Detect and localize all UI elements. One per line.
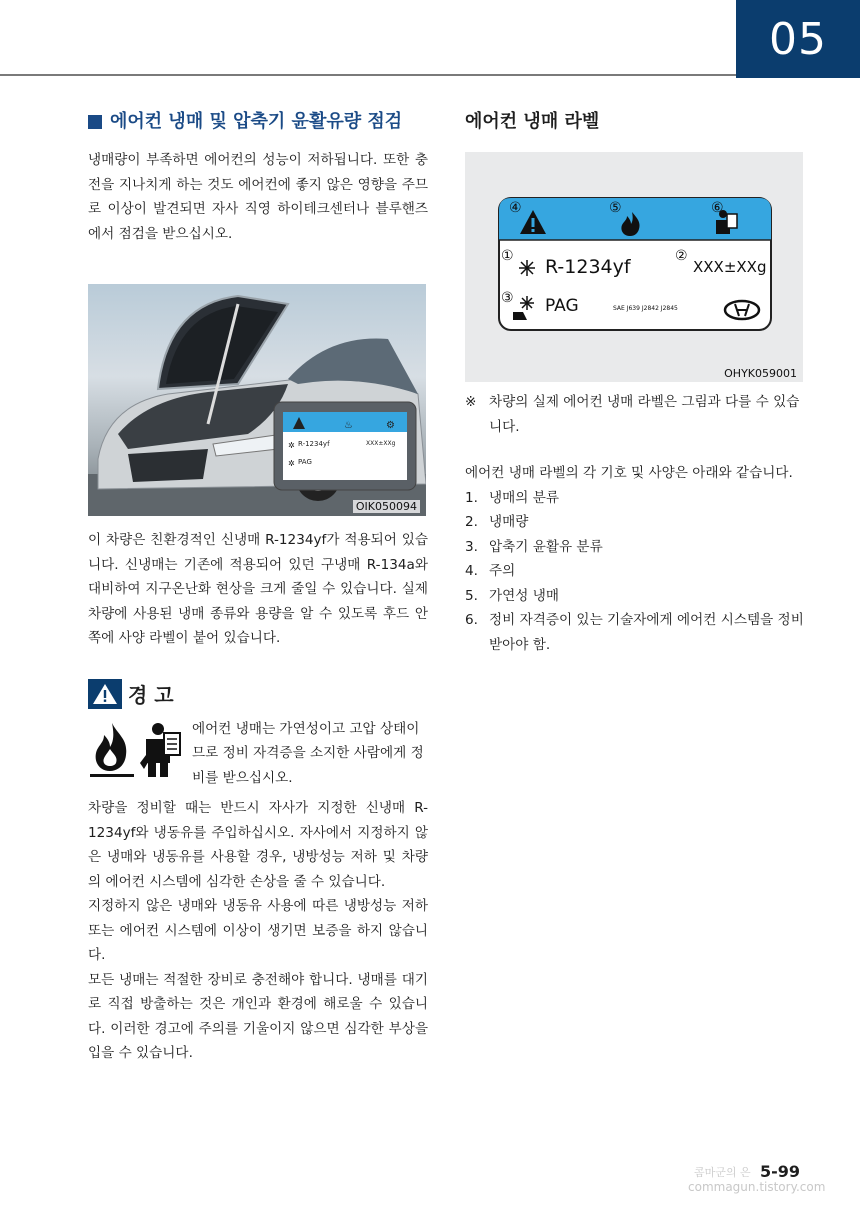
list-item-number: 1. (465, 489, 478, 506)
label-symbol-list (465, 486, 805, 658)
list-item (465, 510, 805, 535)
warning-paragraph-1: 차량을 정비할 때는 반드시 자사가 지정한 신냉매 R-1234yf와 냉동유를 주입하십시오. 자사에서 지정하지 않은 냉매와 냉동유를 사용할 경우, 냉방성능 저하 및 차량의 에어컨 시스템에 심각한 손상을 줄 수 있습니다. (88, 800, 428, 890)
label-number-6: ⑥ (711, 200, 724, 216)
note-text: 차량의 실제 에어컨 냉매 라벨은 그림과 다를 수 있습니다. (489, 394, 800, 435)
list-item-text: 주의 (489, 563, 516, 579)
photo-caption: OIK050094 (353, 500, 420, 513)
intro-paragraph: 냉매량이 부족하면 에어컨의 성능이 저하됩니다. 또한 충전을 지나치게 하는 것도 에어컨에 좋지 않은 영향을 주므로 이상이 발견되면 자사 직영 하이테크센터나 블루핸즈에서 점검을 받으십시오. (88, 152, 428, 242)
service-technician-icon (136, 719, 186, 779)
photo-label-refrigerant: R-1234yf (298, 440, 330, 448)
svg-text:✲: ✲ (288, 459, 295, 468)
label-number-4: ④ (509, 200, 522, 216)
list-item-text: 냉매량 (489, 514, 529, 530)
warning-heading (88, 679, 428, 709)
page-number: 5-99 (760, 1162, 801, 1181)
warning-triangle-icon (88, 679, 122, 709)
svg-text:✲: ✲ (288, 441, 295, 450)
flammable-icon (88, 719, 136, 779)
header-rule (0, 74, 736, 76)
list-item-text: 냉매의 분류 (489, 489, 559, 506)
list-item-number: 6. (465, 612, 478, 628)
label-description: 에어컨 냉매 라벨의 각 기호 및 사양은 아래와 같습니다. (465, 465, 793, 481)
body-paragraph: 이 차량은 친환경적인 신냉매 R-1234yf가 적용되어 있습니다. 신냉매는 기존에 적용되어 있던 구냉매 R-134a와 대비하여 지구온난화 현상을 크게 줄일 수 있습니다. 실제 차량에 사용된 냉매 종류와 용량을 알 수 있도록 후드 안쪽에 사양 라벨이 붙어 있습니다. (88, 532, 428, 646)
label-oil: PAG (545, 296, 579, 316)
photo-label-oil: PAG (298, 458, 312, 466)
square-bullet-icon (88, 115, 102, 129)
label-number-3: ③ (501, 290, 514, 306)
chapter-number: 05 (736, 0, 860, 78)
warning-intro-block (88, 717, 428, 791)
photo-label-amount: XXX±XXg (366, 440, 396, 447)
list-item (465, 584, 805, 609)
list-item-text: 정비 자격증이 있는 기술자에게 에어컨 시스템을 정비 받아야 함. (489, 612, 804, 653)
watermark-line-2: commagun.tistory.com (688, 1180, 826, 1194)
list-item (465, 535, 805, 560)
label-number-2: ② (675, 248, 688, 264)
warning-paragraph-2: 지정하지 않은 냉매와 냉동유 사용에 따른 냉방성능 저하 또는 에어컨 시스템에 이상이 생기면 보증을 하지 않습니다. (88, 898, 428, 963)
list-item (465, 608, 805, 657)
list-item (465, 486, 805, 511)
note-mark: ※ (465, 394, 477, 410)
list-item-number: 3. (465, 538, 478, 555)
list-item-text: 가연성 냉매 (489, 587, 559, 604)
car-hood-illustration (88, 284, 426, 516)
label-caption: OHYK059001 (724, 367, 797, 380)
list-item (465, 559, 805, 584)
warning-icons (88, 719, 192, 779)
label-number-5: ⑤ (609, 200, 622, 216)
engine-bay-photo (88, 284, 426, 516)
list-item-text: 압축기 윤활유 분류 (489, 538, 603, 555)
label-number-1: ① (501, 248, 514, 264)
label-amount: XXX±XXg (693, 258, 767, 276)
label-standards: SAE J639 J2842 J2845 (613, 305, 678, 312)
warning-label: 경 고 (128, 683, 174, 707)
list-item-number: 5. (465, 587, 478, 604)
label-refrigerant: R-1234yf (545, 256, 631, 278)
svg-text:♨: ♨ (344, 420, 353, 431)
svg-text:⚙: ⚙ (386, 420, 395, 431)
warning-intro-text: 에어컨 냉매는 가연성이고 고압 상태이므로 정비 자격증을 소지한 사람에게 정비를 받으십시오. (192, 720, 424, 786)
section-title-label (465, 110, 805, 134)
section-title-refrigerant-check (88, 110, 428, 134)
list-item-number: 2. (465, 514, 478, 530)
list-item-number: 4. (465, 563, 478, 579)
watermark-line-1: 콤마군의 은 (694, 1166, 751, 1179)
right-column (465, 110, 805, 657)
section-title-text: 에어컨 냉매 라벨 (465, 111, 600, 132)
note (465, 390, 805, 439)
left-column (88, 110, 428, 1066)
refrigerant-label-figure (465, 152, 803, 382)
warning-paragraph-3: 모든 냉매는 적절한 장비로 충전해야 합니다. 냉매를 대기로 직접 방출하는 것은 개인과 환경에 해로울 수 있습니다. 이러한 경고에 주의를 기울이지 않으면 심각한 부상을 입을 수 있습니다. (88, 971, 428, 1061)
section-title-text: 에어컨 냉매 및 압축기 윤활유량 점검 (110, 111, 403, 132)
